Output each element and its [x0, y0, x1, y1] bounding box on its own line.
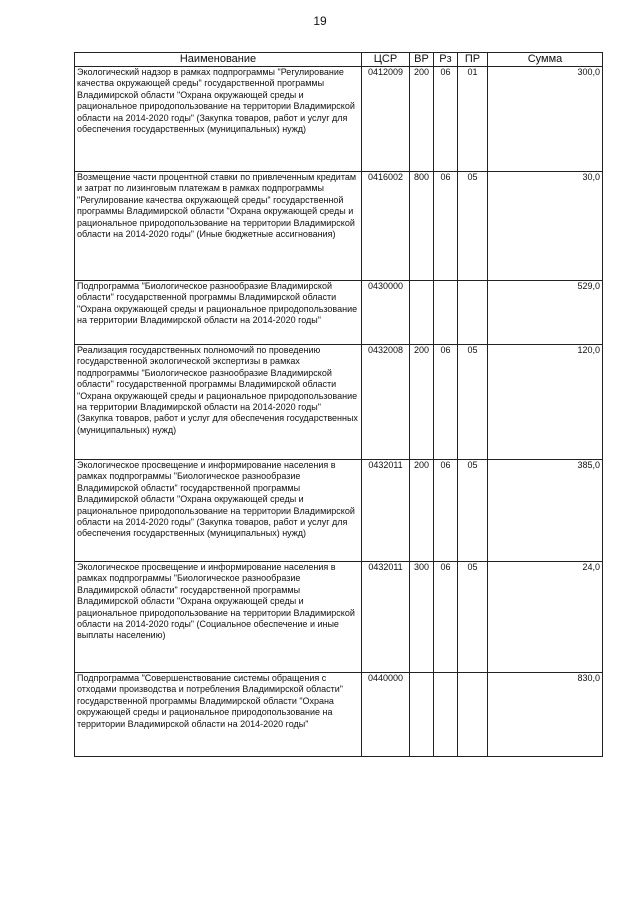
cell-pr: [458, 281, 488, 345]
cell-sum: 300,0: [488, 67, 603, 172]
cell-pr: 05: [458, 460, 488, 562]
cell-sum: 24,0: [488, 562, 603, 673]
cell-pr: 01: [458, 67, 488, 172]
cell-csr: 0412009: [362, 67, 410, 172]
cell-vr: 200: [410, 345, 434, 460]
header-sum: Сумма: [488, 53, 603, 67]
cell-pr: 05: [458, 345, 488, 460]
table-row: [75, 460, 603, 562]
cell-csr: 0430000: [362, 281, 410, 345]
cell-csr: 0440000: [362, 673, 410, 757]
cell-name: Экологическое просвещение и информирование населения в рамках подпрограммы "Биологическое разнообразие Владимирской области" государственной программы Владимирской области "Охрана окружающей среды и рациональное природопользование на территории Владимирской области на 2014-2020 годы" (Закупка товаров, работ и услуг для обеспечения государственных (муниципальных) нужд): [75, 460, 362, 562]
cell-rz: 06: [434, 460, 458, 562]
page-number: 19: [313, 14, 327, 28]
cell-rz: [434, 673, 458, 757]
cell-pr: [458, 673, 488, 757]
header-name: Наименование: [75, 53, 362, 67]
table-row: [75, 172, 603, 281]
cell-vr: 200: [410, 460, 434, 562]
table-row: [75, 281, 603, 345]
cell-name: Реализация государственных полномочий по проведению государственной экологической экспертизы в рамках подпрограммы "Биологическое разнообразие Владимирской области" государственной программы Владимирской области "Охрана окружающей среды и рациональное природопользование на территории Владимирской области на 2014-2020 годы" (Закупка товаров, работ и услуг для обеспечения государственных (муниципальных) нужд): [75, 345, 362, 460]
cell-sum: 30,0: [488, 172, 603, 281]
cell-rz: 06: [434, 172, 458, 281]
cell-vr: [410, 673, 434, 757]
table-row: [75, 562, 603, 673]
header-pr: ПР: [458, 53, 488, 67]
budget-table: [74, 52, 603, 757]
cell-vr: 800: [410, 172, 434, 281]
cell-csr: 0432008: [362, 345, 410, 460]
cell-name: Возмещение части процентной ставки по привлеченным кредитам и затрат по лизинговым платежам в рамках подпрограммы "Регулирование качества окружающей среды" государственной программы Владимирской области "Охрана окружающей среды и рациональное природопользование на территории Владимирской области на 2014-2020 годы" (Иные бюджетные ассигнования): [75, 172, 362, 281]
cell-name: Экологическое просвещение и информирование населения в рамках подпрограммы "Биологическое разнообразие Владимирской области" государственной программы Владимирской области "Охрана окружающей среды и рациональное природопользование на территории Владимирской области на 2014-2020 годы" (Социальное обеспечение и иные выплаты населению): [75, 562, 362, 673]
cell-csr: 0432011: [362, 562, 410, 673]
header-vr: ВР: [410, 53, 434, 67]
table-row: [75, 345, 603, 460]
table-row: [75, 67, 603, 172]
cell-csr: 0416002: [362, 172, 410, 281]
cell-sum: 385,0: [488, 460, 603, 562]
cell-rz: 06: [434, 345, 458, 460]
cell-vr: [410, 281, 434, 345]
cell-vr: 300: [410, 562, 434, 673]
cell-sum: 529,0: [488, 281, 603, 345]
cell-rz: [434, 281, 458, 345]
cell-sum: 120,0: [488, 345, 603, 460]
table-row: [75, 673, 603, 757]
cell-rz: 06: [434, 67, 458, 172]
cell-rz: 06: [434, 562, 458, 673]
table-header-row: [75, 53, 603, 67]
cell-name: Подпрограмма "Биологическое разнообразие Владимирской области" государственной программы Владимирской области "Охрана окружающей среды и рациональное природопользование на территории Владимирской области на 2014-2020 годы": [75, 281, 362, 345]
cell-name: Подпрограмма "Совершенствование системы обращения с отходами производства и потребления Владимирской области" государственной программы Владимирской области "Охрана окружающей среды и рациональное природопользование на территории Владимирской области на 2014-2020 годы": [75, 673, 362, 757]
cell-pr: 05: [458, 562, 488, 673]
cell-csr: 0432011: [362, 460, 410, 562]
header-rz: Рз: [434, 53, 458, 67]
cell-sum: 830,0: [488, 673, 603, 757]
cell-name: Экологический надзор в рамках подпрограммы "Регулирование качества окружающей среды" государственной программы Владимирской области "Охрана окружающей среды и рациональное природопользование на территории Владимирской области на 2014-2020 годы" (Закупка товаров, работ и услуг для обеспечения государственных (муниципальных) нужд): [75, 67, 362, 172]
cell-pr: 05: [458, 172, 488, 281]
cell-vr: 200: [410, 67, 434, 172]
header-csr: ЦСР: [362, 53, 410, 67]
